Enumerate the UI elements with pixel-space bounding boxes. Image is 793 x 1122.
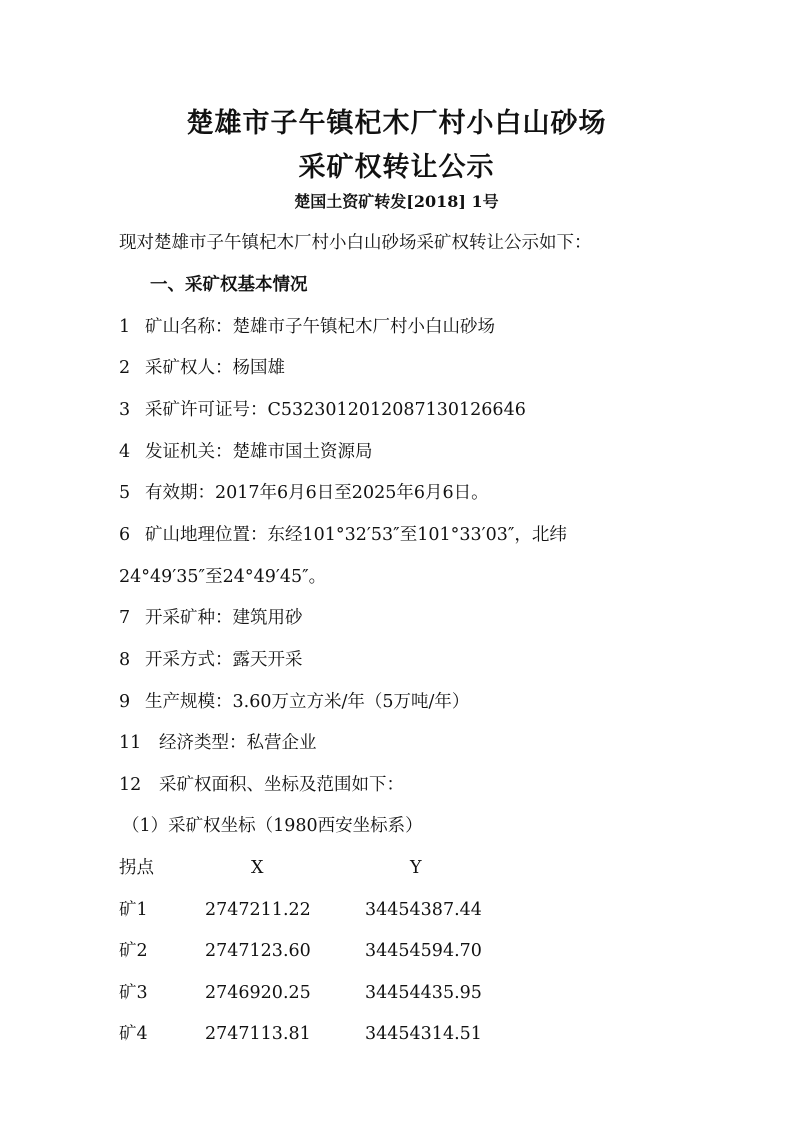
coordinate-subheading: （1）采矿权坐标（1980西安坐标系）	[122, 816, 423, 836]
table-header-cell: 拐点	[119, 858, 154, 878]
item-number: 8	[119, 650, 131, 670]
title-line-1: 楚雄市子午镇杞木厂村小白山砂场	[186, 108, 607, 139]
list-item	[119, 690, 469, 714]
table-cell: 矿3	[119, 983, 148, 1003]
table-header-cell: Y	[410, 858, 422, 878]
item-number: 2	[119, 358, 131, 378]
table-cell: 34454387.44	[365, 900, 482, 920]
item-number: 3	[119, 400, 131, 420]
table-cell: 34454314.51	[365, 1024, 482, 1044]
item-number: 9	[119, 692, 131, 712]
list-item	[119, 481, 489, 505]
item-number: 6	[119, 525, 131, 545]
table-cell: 矿2	[119, 941, 148, 961]
table-cell: 2747123.60	[205, 941, 311, 961]
table-cell: 矿4	[119, 1024, 148, 1044]
item-number: 5	[119, 483, 131, 503]
document-number: 楚国土资矿转发[2018] 1号	[294, 192, 499, 211]
item-text: 采矿权面积、坐标及范围如下：	[159, 775, 404, 795]
list-item	[119, 356, 285, 380]
list-item	[119, 731, 317, 755]
list-item	[119, 773, 404, 797]
list-item	[119, 398, 526, 422]
table-cell: 34454594.70	[365, 941, 482, 961]
item-text: 开采方式：露天开采	[145, 650, 303, 670]
list-item	[119, 606, 303, 630]
table-cell: 34454435.95	[365, 983, 482, 1003]
item-text: 生产规模：3.60万立方米/年（5万吨/年）	[145, 692, 470, 712]
item-text: 发证机关：楚雄市国土资源局	[145, 442, 373, 462]
table-cell: 2746920.25	[205, 983, 311, 1003]
item-text: 矿山地理位置：东经101°32′53″至101°33′03″，北纬	[145, 525, 567, 545]
list-item	[119, 440, 373, 464]
list-item-continuation	[119, 565, 326, 589]
item-text: 采矿权人：杨国雄	[145, 358, 285, 378]
title-line-2: 采矿权转让公示	[298, 152, 495, 183]
item-text: 有效期：2017年6月6日至2025年6月6日。	[145, 483, 489, 503]
item-text: 采矿许可证号：C5323012012087130126646	[145, 400, 526, 420]
item-number: 4	[119, 442, 131, 462]
item-text: 24°49′35″至24°49′45″。	[119, 567, 327, 587]
table-cell: 2747113.81	[205, 1024, 311, 1044]
item-text: 经济类型：私营企业	[159, 733, 317, 753]
table-cell: 2747211.22	[205, 900, 311, 920]
item-number: 1	[119, 317, 131, 337]
item-number: 12	[119, 775, 142, 795]
item-number: 11	[119, 733, 142, 753]
intro-paragraph: 现对楚雄市子午镇杞木厂村小白山砂场采矿权转让公示如下：	[119, 233, 592, 253]
item-number: 7	[119, 608, 131, 628]
item-text: 开采矿种：建筑用砂	[145, 608, 303, 628]
section-heading-basic-info: 一、采矿权基本情况	[150, 275, 308, 295]
list-item	[119, 648, 303, 672]
list-item	[119, 315, 495, 339]
list-item	[119, 523, 567, 547]
table-cell: 矿1	[119, 900, 148, 920]
item-text: 矿山名称：楚雄市子午镇杞木厂村小白山砂场	[145, 317, 495, 337]
table-header-cell: X	[251, 858, 264, 878]
